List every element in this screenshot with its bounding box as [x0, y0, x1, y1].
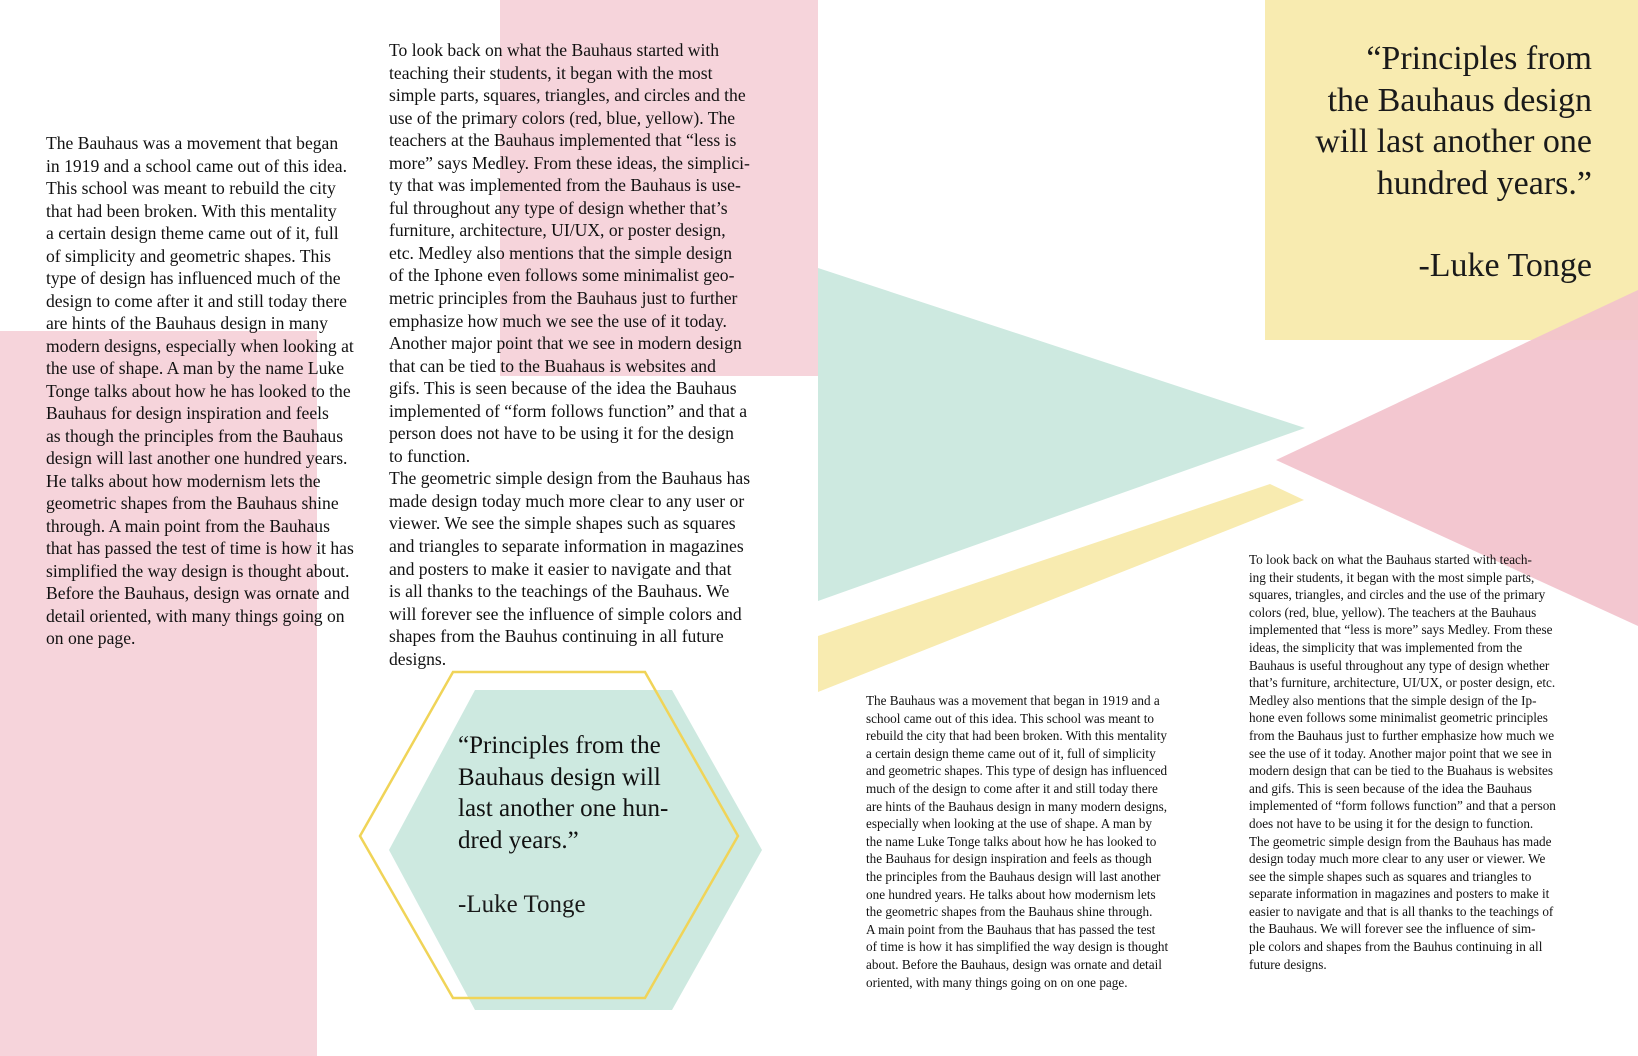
box-quote-attribution: -Luke Tonge [1418, 247, 1592, 284]
box-pull-quote [1262, 38, 1592, 287]
hexagon-pull-quote [458, 730, 718, 921]
body-text-column-1: The Bauhaus was a movement that began in 1919 and a school came out of this idea. This school was meant to rebuild the city that had been broken. With this mentality a certain design theme came out of it, full of simplicity and geometric shapes. This type of design has influenced much of the design to come after it and still today there are hints of the Bauhaus design in many modern designs, especially when looking at the use of shape. A man by the name Luke Tonge talks about how he has looked to the Bauhaus for design inspiration and feels as though the principles from the Bauhaus design will last another one hundred years. He talks about how modernism lets the geometric shapes from the Bauhaus shine through. A main point from the Bauhaus that has passed the test of time is how it has simplified the way design is thought about. Before the Bauhaus, design was ornate and detail oriented, with many things going on on one page. [46, 133, 354, 648]
body-text-column-3: The Bauhaus was a movement that began in 1919 and a school came out of this idea. This school was meant to rebuild the city that had been broken. With this mentality a certain design theme came out of it, full of simplicity and geometric shapes. This type of design has influenced much of the design to come after it and still today there are hints of the Bauhaus design in many modern designs, especially when looking at the use of shape. A man by the name Luke Tonge talks about how he has looked to the Bauhaus for design inspiration and feels as though the principles from the Bauhaus design will last another one hundred years. He talks about how modernism lets the geometric shapes from the Bauhaus shine through. A main point from the Bauhaus that has passed the test of time is how it has simplified the way design is thought about. Before the Bauhaus, design was ornate and detail oriented, with many things going on on one page. [866, 693, 1169, 990]
mint-triangle [818, 268, 1305, 601]
hexagon-quote-attribution: -Luke Tonge [458, 891, 586, 918]
body-text-column-2: To look back on what the Bauhaus started with teaching their students, it began with the most simple parts, squares, triangles, and circles and the use of the primary colors (red, blue, yellow). The teachers at the Bauhaus implemented that “less is more” says Medley. From these ideas, the simplici- ty that was implemented from the Bauhaus is use- ful throughout any type of design whether that’s furniture, architecture, UI/UX, or poster design, etc. Medley also mentions that the simple design of the Iphone even follows some minimalist geo- metric principles from the Bauhaus just to further emphasize how much we see the use of it today. Another major point that we see in modern design that can be tied to the Buahaus is websites and gifs. This is seen because of the idea the Bauhaus implemented of “form follows function” and that a person does not have to be using it for the design to function. The geometric simple design from the Bauhaus has made design today much more clear to any user or viewer. We see the simple shapes such as squares and triangles to separate information in magazines and posters to make it easier to navigate and that is all thanks to the teachings of the Bauhaus. We will forever see the influence of simple colors and shapes from the Bauhus continuing in all future designs. [389, 40, 751, 669]
box-quote-text: “Principles from the Bauhaus design will last another one hundred years.” [1315, 40, 1592, 202]
body-text-column-4: To look back on what the Bauhaus started with teach- ing their students, it began with the most simple parts, squares, triangles, and circles and the use of the primary colors (red, blue, yellow). The teachers at the Bauhaus implemented that “less is more” says Medley. From these ideas, the simplicity that was implemented from the Bauhaus is useful throughout any type of design whether that’s furniture, architecture, UI/UX, or poster design, etc. Medley also mentions that the simple design of the Ip- hone even follows some minimalist geometric principles from the Bauhaus just to further emphasize how much we see the use of it today. Another major point that we see in modern design that can be tied to the Buahaus is websites and gifs. This is seen because of the idea the Bauhaus implemented of “form follows function” and that a person does not have to be using it for the design to function. The geometric simple design from the Bauhaus has made design today much more clear to any user or viewer. We see the simple shapes such as squares and triangles to separate information in magazines and posters to make it easier to navigate and that is all thanks to the teachings of the Bauhaus. We will forever see the influence of sim- ple colors and shapes from the Bauhus continuing in all future designs. [1249, 552, 1556, 972]
hexagon-quote-text: “Principles from the Bauhaus design will last another one hun- dred years.” [458, 732, 669, 854]
